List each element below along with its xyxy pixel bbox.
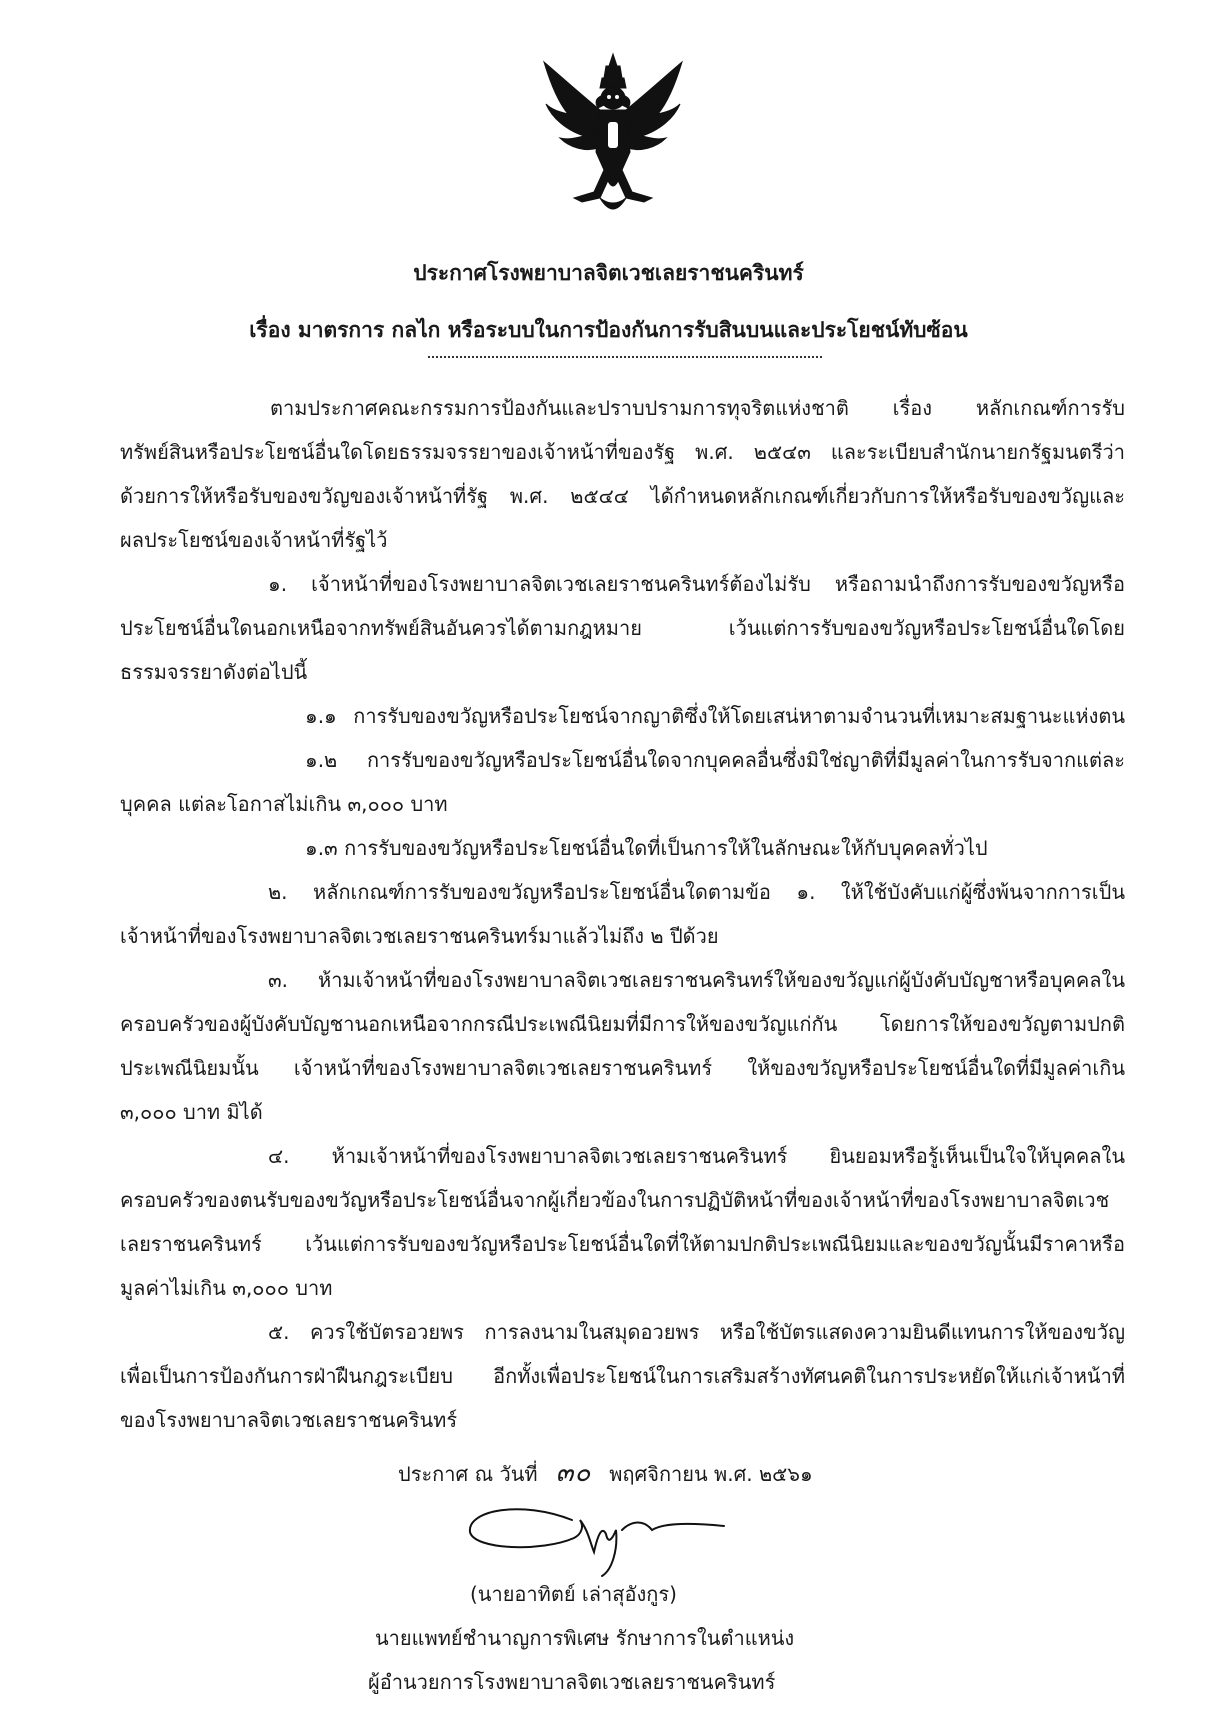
intro-line: ทรัพย์สินหรือประโยชน์อื่นใดโดยธรรมจรรยาของเจ้าหน้าที่ของรัฐ พ.ศ. ๒๕๔๓ และระเบียบสำนักนายกรัฐมนตรีว่า: [120, 440, 1125, 464]
item-2-line: ๒. หลักเกณฑ์การรับของขวัญหรือประโยชน์อื่นใดตามข้อ ๑. ให้ใช้บังคับแก่ผู้ซึ่งพ้นจากการเป็น: [268, 880, 1125, 904]
item-4-line: เลยราชนครินทร์ เว้นแต่การรับของขวัญหรือประโยชน์อื่นใดที่ให้ตามปกติประเพณีนิยมและของขวัญนั้นมีราคาหรือ: [120, 1232, 1125, 1256]
signer-name: (นายอาทิตย์ เล่าสุอังกูร): [470, 1582, 677, 1606]
dotted-separator: [428, 356, 822, 358]
item-2-line: เจ้าหน้าที่ของโรงพยาบาลจิตเวชเลยราชนครินทร์มาแล้วไม่ถึง ๒ ปีด้วย: [120, 924, 719, 948]
intro-line: ผลประโยชน์ของเจ้าหน้าที่รัฐไว้: [120, 528, 388, 552]
announcement-date: [398, 1460, 813, 1486]
item-1-line: ธรรมจรรยาดังต่อไปนี้: [120, 660, 308, 684]
signer-position-title: ผู้อำนวยการโรงพยาบาลจิตเวชเลยราชนครินทร์: [368, 1670, 776, 1694]
item-1-2-line: บุคคล แต่ละโอกาสไม่เกิน ๓,๐๐๐ บาท: [120, 792, 448, 816]
item-3-line: ครอบครัวของผู้บังคับบัญชานอกเหนือจากกรณีประเพณีนิยมที่มีการให้ของขวัญแก่กัน โดยการให้ของขวัญตามปกติ: [120, 1012, 1125, 1036]
item-1-line: ๑. เจ้าหน้าที่ของโรงพยาบาลจิตเวชเลยราชนครินทร์ต้องไม่รับ หรือถามนำถึงการรับของขวัญหรือ: [268, 572, 1125, 596]
item-4-line: มูลค่าไม่เกิน ๓,๐๐๐ บาท: [120, 1276, 333, 1300]
item-4-line: ๔. ห้ามเจ้าหน้าที่ของโรงพยาบาลจิตเวชเลยราชนครินทร์ ยินยอมหรือรู้เห็นเป็นใจให้บุคคลใน: [268, 1144, 1125, 1168]
item-3-line: ประเพณีนิยมนั้น เจ้าหน้าที่ของโรงพยาบาลจิตเวชเลยราชนครินทร์ ให้ของขวัญหรือประโยชน์อื่นใดที่มีมูลค่าเกิน: [120, 1056, 1125, 1080]
announcement-title: ประกาศโรงพยาบาลจิตเวชเลยราชนครินทร์: [413, 261, 804, 285]
item-5-line: เพื่อเป็นการป้องกันการฝ่าฝืนกฎระเบียบ อีกทั้งเพื่อประโยชน์ในการเสริมสร้างทัศนคติในการประหยัดให้แก่เจ้าหน้าที่: [120, 1364, 1125, 1388]
date-prefix: ประกาศ ณ วันที่: [398, 1462, 538, 1486]
intro-line: ด้วยการให้หรือรับของขวัญของเจ้าหน้าที่รัฐ พ.ศ. ๒๕๔๔ ได้กำหนดหลักเกณฑ์เกี่ยวกับการให้หรือรับของขวัญและ: [120, 484, 1125, 508]
item-5-line: ของโรงพยาบาลจิตเวชเลยราชนครินทร์: [120, 1408, 458, 1432]
signer-position: นายแพทย์ชำนาญการพิเศษ รักษาการในตำแหน่ง: [375, 1626, 795, 1650]
announcement-subject: เรื่อง มาตรการ กลไก หรือระบบในการป้องกันการรับสินบนและประโยชน์ทับซ้อน: [249, 318, 968, 342]
item-3-line: ๓,๐๐๐ บาท มิได้: [120, 1100, 263, 1124]
item-1-3-line: ๑.๓ การรับของขวัญหรือประโยชน์อื่นใดที่เป็นการให้ในลักษณะให้กับบุคคลทั่วไป: [305, 836, 988, 860]
garuda-emblem-icon: [538, 52, 688, 222]
item-3-line: ๓. ห้ามเจ้าหน้าที่ของโรงพยาบาลจิตเวชเลยราชนครินทร์ให้ของขวัญแก่ผู้บังคับบัญชาหรือบุคคลใน: [268, 968, 1125, 992]
handwritten-signature: [462, 1490, 732, 1580]
item-1-line: ประโยชน์อื่นใดนอกเหนือจากทรัพย์สินอันควรได้ตามกฎหมาย เว้นแต่การรับของขวัญหรือประโยชน์อื่นใดโดย: [120, 616, 1125, 640]
item-1-1-line: ๑.๑ การรับของขวัญหรือประโยชน์จากญาติซึ่งให้โดยเสน่หาตามจำนวนที่เหมาะสมฐานะแห่งตน: [305, 704, 1125, 728]
date-day: ๓๐: [555, 1458, 592, 1488]
date-month-year: พฤศจิกายน พ.ศ. ๒๕๖๑: [609, 1462, 813, 1486]
intro-line: ตามประกาศคณะกรรมการป้องกันและปราบปรามการทุจริตแห่งชาติ เรื่อง หลักเกณฑ์การรับ: [270, 396, 1125, 420]
item-5-line: ๕. ควรใช้บัตรอวยพร การลงนามในสมุดอวยพร หรือใช้บัตรแสดงความยินดีแทนการให้ของขวัญ: [268, 1320, 1125, 1344]
item-1-2-line: ๑.๒ การรับของขวัญหรือประโยชน์อื่นใดจากบุคคลอื่นซึ่งมิใช่ญาติที่มีมูลค่าในการรับจากแต่ละ: [305, 748, 1125, 772]
item-4-line: ครอบครัวของตนรับของขวัญหรือประโยชน์อื่นจากผู้เกี่ยวข้องในการปฏิบัติหน้าที่ของเจ้าหน้าที่ของโรงพยาบาลจิตเวช: [120, 1188, 1110, 1212]
